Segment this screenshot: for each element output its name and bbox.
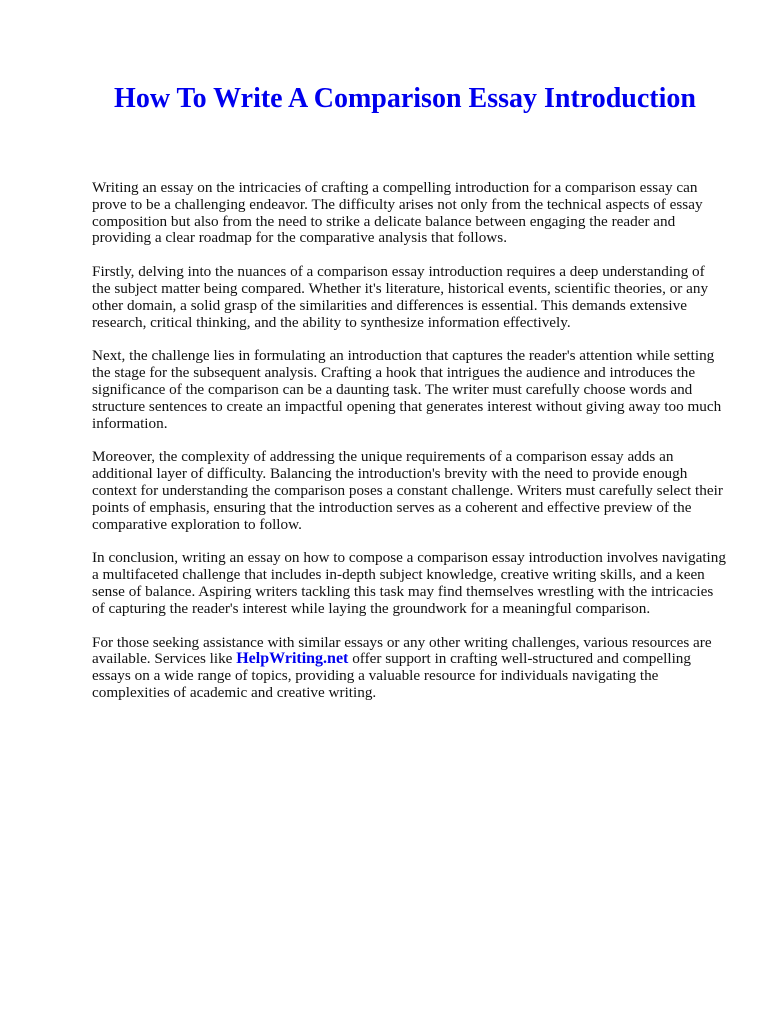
paragraph-6-before-link: For those seeking assistance with similar essays or any other writing challenges, various resources are available. Services like <box>92 633 712 668</box>
paragraph-4: Moreover, the complexity of addressing the unique requirements of a comparison essay adds an additional layer of difficulty. Balancing the introduction's brevity with the need to provide enough context for understanding the comparison poses a constant challenge. Writers must carefully select their points of emphasis, ensuring that the introduction serves as a coherent and effective preview of the comparative exploration to follow. <box>92 448 723 533</box>
helpwriting-link[interactable]: HelpWriting.net <box>236 650 349 668</box>
paragraph-2: Firstly, delving into the nuances of a comparison essay introduction requires a deep understanding of the subject matter being compared. Whether it's literature, historical events, scientific theories, or any other domain, a solid grasp of the similarities and differences is essential. This demands extensive research, critical thinking, and the ability to synthesize information effectively. <box>92 263 709 331</box>
page-title: How To Write A Comparison Essay Introduction <box>114 83 696 114</box>
paragraph-5: In conclusion, writing an essay on how to compose a comparison essay introduction involves navigating a multifaceted challenge that includes in-depth subject knowledge, creative writing skills, and a keen sense of balance. Aspiring writers tackling this task may find themselves wrestling with the intricacies of capturing the reader's interest while laying the groundwork for a meaningful comparison. <box>92 549 726 617</box>
document-body <box>92 180 726 719</box>
paragraph-1: Writing an essay on the intricacies of crafting a compelling introduction for a comparison essay can prove to be a challenging endeavor. The difficulty arises not only from the technical aspects of essay composition but also from the need to strike a delicate balance between engaging the reader and providing a clear roadmap for the comparative analysis that follows. <box>92 179 703 247</box>
paragraph-3: Next, the challenge lies in formulating an introduction that captures the reader's attention while setting the stage for the subsequent analysis. Crafting a hook that intrigues the audience and introduces the significance of the comparison can be a daunting task. The writer must carefully choose words and structure sentences to create an impactful opening that generates interest without giving away too much information. <box>92 347 722 432</box>
paragraph-6-after-link: offer support in crafting well-structured and compelling essays on a wide range of topics, providing a valuable resource for individuals navigating the complexities of academic and creative writing. <box>92 650 691 701</box>
paragraph-6 <box>92 635 726 702</box>
